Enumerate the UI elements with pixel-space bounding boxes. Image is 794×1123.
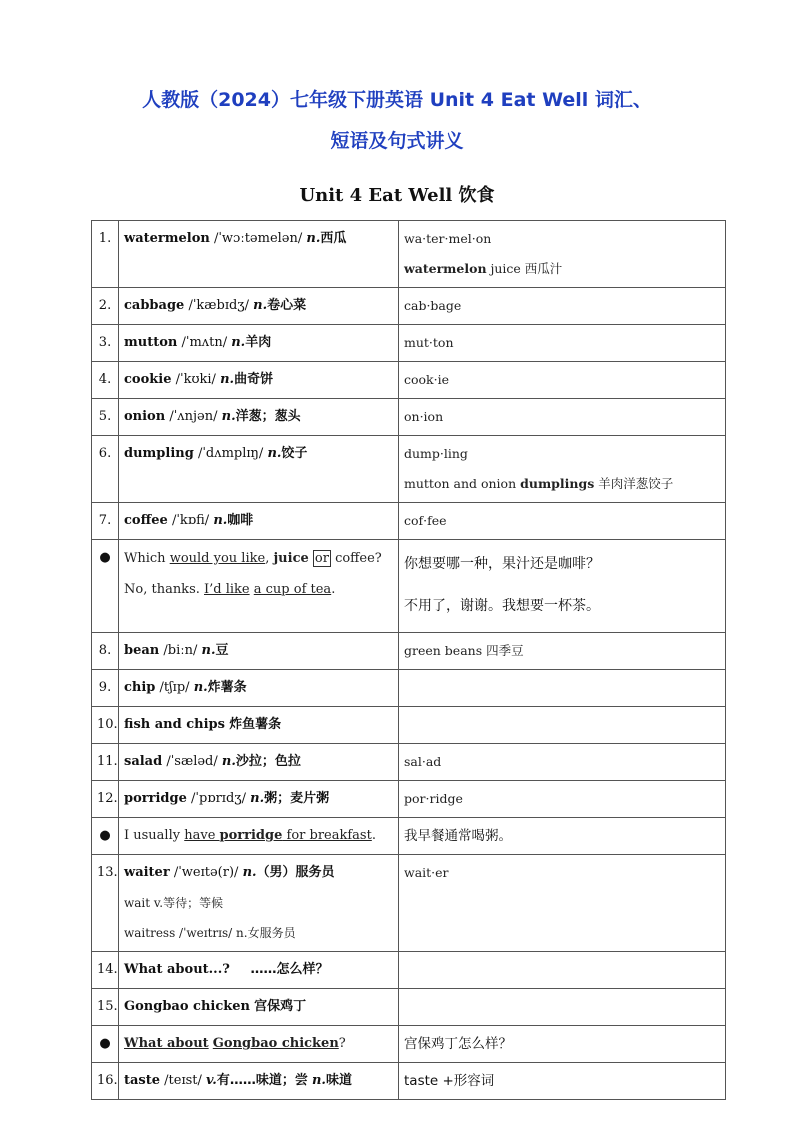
part-of-speech: n. (267, 446, 282, 461)
part-of-speech: n. (306, 231, 321, 246)
table-row (92, 818, 726, 855)
meaning: 沙拉；色拉 (235, 754, 301, 769)
vocabulary-table (91, 220, 726, 1100)
table-row (92, 952, 726, 989)
sentence-boxed-word: or (314, 551, 329, 566)
row-number: 13. (92, 855, 119, 952)
vocab-word: coffee (124, 513, 168, 528)
document-title-line-2: 短语及句式讲义 (330, 130, 464, 152)
syllable-note: wa·ter·mel·on (404, 231, 492, 246)
meaning: 曲奇饼 (234, 372, 274, 387)
row-number: 2. (92, 288, 119, 325)
translation-line: 你想要哪一种，果汁还是咖啡？ (404, 556, 600, 572)
syllable-note: cook·ie (399, 362, 726, 399)
vocab-entry (119, 325, 399, 362)
example-sentence (119, 818, 399, 855)
syllable-note: por·ridge (399, 781, 726, 818)
phonetic: /ˈwɔːtəmelən/ (213, 231, 303, 246)
sentence-translation (399, 540, 726, 633)
table-row (92, 436, 726, 503)
phonetic: /teɪst/ (164, 1073, 202, 1088)
phonetic: /ˈʌnjən/ (169, 409, 218, 424)
vocab-entry (119, 362, 399, 399)
usage-note (404, 469, 720, 499)
vocab-entry (119, 855, 399, 952)
example-sentence (119, 540, 399, 633)
bullet-icon: ● (92, 1026, 119, 1063)
vocab-note (399, 221, 726, 288)
vocab-entry (119, 952, 399, 989)
sentence-line (124, 543, 393, 574)
meaning: 羊肉 (245, 335, 272, 350)
syllable-note: cab·bage (399, 288, 726, 325)
vocab-phrase: fish and chips (124, 717, 225, 732)
part-of-speech: n. (221, 409, 236, 424)
part-of-speech: n. (221, 754, 236, 769)
table-row (92, 1063, 726, 1100)
sentence-key-phrase: What about (124, 1036, 209, 1051)
row-number: 15. (92, 989, 119, 1026)
sentence-translation: 我早餐通常喝粥。 (399, 818, 726, 855)
vocab-entry (119, 744, 399, 781)
empty-note (399, 989, 726, 1026)
table-row (92, 1026, 726, 1063)
row-number: 16. (92, 1063, 119, 1100)
part-of-speech: n. (193, 680, 208, 695)
example-sentence (119, 1026, 399, 1063)
translation-line: 不用了，谢谢。我想要一杯茶。 (404, 598, 600, 614)
sentence-translation: 宫保鸡丁怎么样？ (399, 1026, 726, 1063)
usage-keyword: dumplings (520, 476, 595, 491)
vocab-entry (119, 399, 399, 436)
meaning: 豆 (215, 643, 229, 658)
vocab-entry (119, 670, 399, 707)
part-of-speech: n. (242, 865, 257, 880)
row-number: 3. (92, 325, 119, 362)
related-word: waitress /ˈweɪtrɪs/ n.女服务员 (124, 926, 296, 940)
vocab-entry (119, 707, 399, 744)
syllable-note: dump·ling (404, 446, 468, 461)
meaning: 洋葱；葱头 (235, 409, 301, 424)
sentence-text: . (371, 828, 376, 843)
sentence-key-phrase: I’d like (204, 582, 250, 597)
vocab-word: onion (124, 409, 166, 424)
sentence-text: coffee? (330, 551, 382, 566)
row-number: 4. (92, 362, 119, 399)
sentence-text: ? (338, 1036, 346, 1051)
syllable-note: on·ion (399, 399, 726, 436)
meaning: 咖啡 (227, 513, 254, 528)
row-number: 1. (92, 221, 119, 288)
phonetic: /ˈsæləd/ (166, 754, 218, 769)
sentence-keyword: porridge (219, 828, 283, 843)
vocab-word: bean (124, 643, 160, 658)
syllable-note: mut·ton (399, 325, 726, 362)
table-row (92, 503, 726, 540)
sentence-line (124, 574, 393, 605)
vocab-phrase: Gongbao chicken (124, 999, 250, 1014)
row-number: 6. (92, 436, 119, 503)
vocab-entry (119, 221, 399, 288)
usage-note: green beans 四季豆 (399, 633, 726, 670)
bullet-icon: ● (92, 540, 119, 633)
vocab-entry (119, 503, 399, 540)
sentence-key-phrase: a cup of tea (253, 582, 332, 597)
row-number: 7. (92, 503, 119, 540)
phonetic: /ˈweɪtə(r)/ (173, 865, 239, 880)
related-word: wait v.等待；等候 (124, 896, 224, 910)
empty-note (399, 707, 726, 744)
meaning: 有……味道；尝 (216, 1073, 308, 1088)
vocab-entry (119, 288, 399, 325)
table-row (92, 540, 726, 633)
sentence-text: Which (124, 551, 170, 566)
unit-subtitle: Unit 4 Eat Well 饮食 (299, 185, 495, 206)
vocab-entry (119, 1063, 399, 1100)
phonetic: /ˈkʊki/ (175, 372, 216, 387)
sentence-text: . (331, 582, 336, 597)
part-of-speech: n. (220, 372, 235, 387)
usage-text: mutton and onion (404, 476, 521, 491)
document-title-line-1: 人教版（2024）七年级下册英语 Unit 4 Eat Well 词汇、 (142, 89, 652, 111)
empty-note (399, 670, 726, 707)
phonetic: /ˈmʌtn/ (181, 335, 228, 350)
vocab-entry (119, 989, 399, 1026)
vocab-phrase: What about...? (124, 962, 230, 977)
table-row (92, 362, 726, 399)
table-row (92, 633, 726, 670)
vocab-word: taste (124, 1073, 161, 1088)
vocab-entry (119, 436, 399, 503)
vocab-entry (119, 633, 399, 670)
row-number: 10. (92, 707, 119, 744)
table-row (92, 288, 726, 325)
part-of-speech: n. (311, 1073, 326, 1088)
phonetic: /ˈpɒrɪdʒ/ (191, 791, 247, 806)
bullet-icon: ● (92, 818, 119, 855)
vocab-word: chip (124, 680, 156, 695)
table-row (92, 221, 726, 288)
syllable-note: sal·ad (399, 744, 726, 781)
vocab-headline (124, 858, 393, 888)
table-row (92, 855, 726, 952)
table-row (92, 325, 726, 362)
vocab-word: mutton (124, 335, 178, 350)
vocab-word: dumpling (124, 446, 194, 461)
usage-keyword: watermelon (404, 261, 487, 276)
row-number: 9. (92, 670, 119, 707)
row-number: 5. (92, 399, 119, 436)
sentence-text: I usually (124, 828, 185, 843)
phonetic: /biːn/ (163, 643, 198, 658)
part-of-speech: n. (253, 298, 268, 313)
row-number: 11. (92, 744, 119, 781)
part-of-speech: n. (201, 643, 216, 658)
sentence-keyword: juice (273, 551, 309, 566)
meaning: 味道 (325, 1073, 352, 1088)
row-number: 12. (92, 781, 119, 818)
vocab-word: waiter (124, 865, 170, 880)
sentence-text: have (184, 828, 220, 843)
sentence-text: No, thanks. (124, 582, 204, 597)
table-row (92, 670, 726, 707)
table-row (92, 989, 726, 1026)
meaning: 宫保鸡丁 (254, 999, 307, 1014)
sentence-text: , (265, 551, 274, 566)
sentence-text: for breakfast (282, 828, 372, 843)
table-row (92, 707, 726, 744)
sentence-key-phrase (184, 828, 372, 843)
vocab-word: porridge (124, 791, 187, 806)
meaning: ……怎么样？ (250, 962, 329, 977)
row-number: 14. (92, 952, 119, 989)
meaning: （男）服务员 (256, 865, 335, 880)
usage-translation: 羊肉洋葱饺子 (594, 476, 674, 491)
phonetic: /ˈkæbɪdʒ/ (188, 298, 250, 313)
vocab-word: watermelon (124, 231, 210, 246)
table-row (92, 399, 726, 436)
table-row (92, 781, 726, 818)
meaning: 卷心菜 (267, 298, 307, 313)
sentence-key-phrase: would you like (169, 551, 266, 566)
sentence-keyword: Gongbao chicken (212, 1036, 339, 1051)
part-of-speech: n. (250, 791, 265, 806)
vocab-word: cabbage (124, 298, 185, 313)
vocab-word: salad (124, 754, 163, 769)
part-of-speech: n. (231, 335, 246, 350)
meaning: 炸鱼薯条 (229, 717, 282, 732)
part-of-speech: n. (213, 513, 228, 528)
vocab-word: cookie (124, 372, 172, 387)
usage-note (404, 254, 720, 284)
meaning: 炸薯条 (207, 680, 247, 695)
row-number: 8. (92, 633, 119, 670)
syllable-note: cof·fee (399, 503, 726, 540)
meaning: 饺子 (281, 446, 308, 461)
syllable-note: wait·er (399, 855, 726, 952)
part-of-speech: v. (206, 1073, 217, 1088)
phonetic: /ˈkɒfi/ (171, 513, 210, 528)
empty-note (399, 952, 726, 989)
usage-note: taste +形容词 (399, 1063, 726, 1100)
table-row (92, 744, 726, 781)
meaning: 西瓜 (320, 231, 347, 246)
meaning: 粥；麦片粥 (264, 791, 330, 806)
vocab-note (399, 436, 726, 503)
phonetic: /tʃɪp/ (159, 680, 190, 695)
usage-text: juice 西瓜汁 (486, 261, 563, 276)
phonetic: /ˈdʌmplɪŋ/ (197, 446, 264, 461)
vocab-entry (119, 781, 399, 818)
